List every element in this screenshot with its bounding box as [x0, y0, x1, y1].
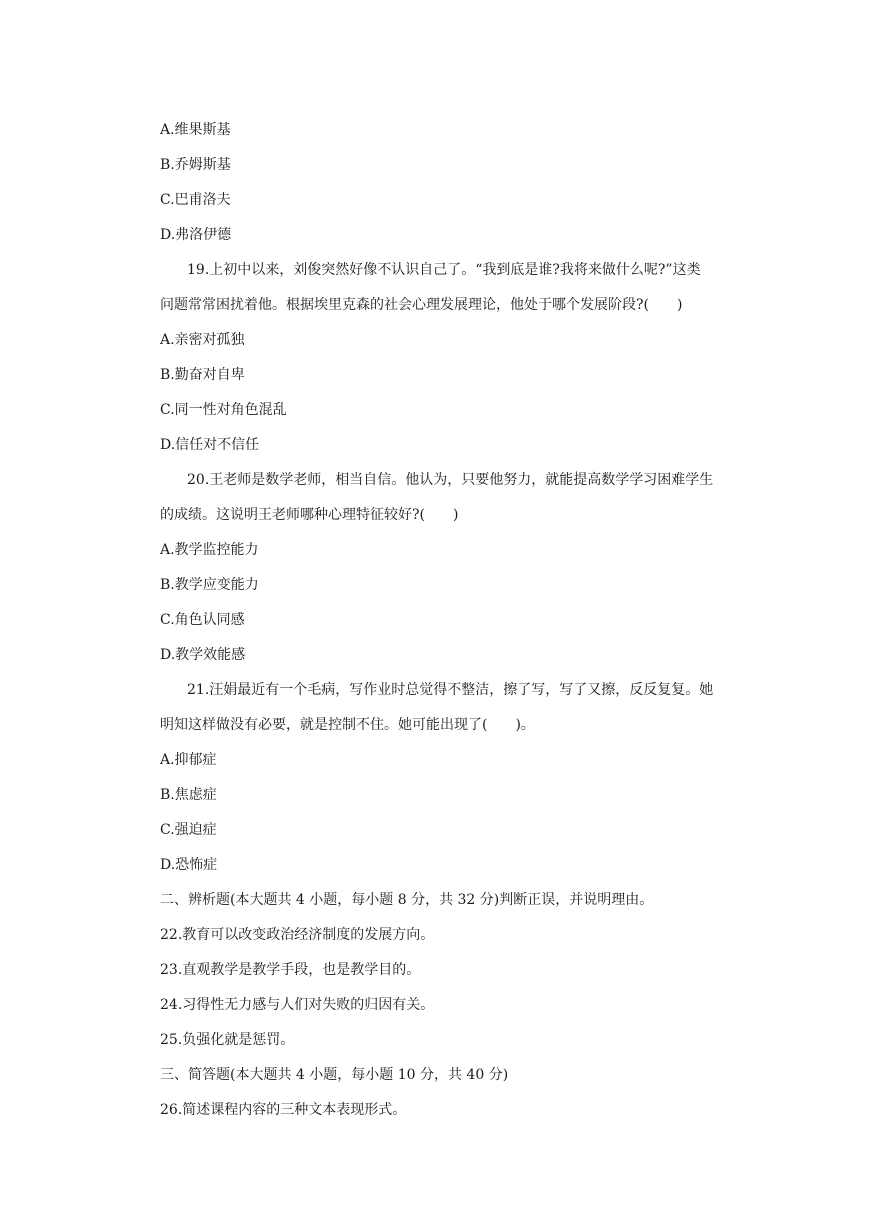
q18-option-a: A.维果斯基: [160, 122, 231, 138]
q23-text: 23.直观教学是教学手段，也是教学目的。: [160, 962, 421, 978]
q25-text: 25.负强化就是惩罚。: [160, 1032, 295, 1048]
q20-option-a: A.教学监控能力: [160, 542, 259, 558]
q18-option-b: B.乔姆斯基: [160, 157, 231, 173]
q19-option-d: D.信任对不信任: [160, 437, 260, 453]
q26-text: 26.简述课程内容的三种文本表现形式。: [160, 1102, 407, 1118]
q21-text-line1: 21.汪娟最近有一个毛病，写作业时总觉得不整洁，擦了写，写了又擦，反反复复。她: [187, 682, 714, 698]
q19-text-line2: 问题常常困扰着他。根据埃里克森的社会心理发展理论，他处于哪个发展阶段?( ): [160, 297, 683, 313]
q21-option-d: D.恐怖症: [160, 857, 218, 873]
q21-option-b: B.焦虑症: [160, 787, 217, 803]
q19-option-a: A.亲密对孤独: [160, 332, 245, 348]
q18-option-d: D.弗洛伊德: [160, 227, 232, 243]
q19-option-c: C.同一性对角色混乱: [160, 402, 287, 418]
q20-option-c: C.角色认同感: [160, 612, 245, 628]
q24-text: 24.习得性无力感与人们对失败的归因有关。: [160, 997, 435, 1013]
q19-text-line1: 19.上初中以来，刘俊突然好像不认识自己了。“我到底是谁?我将来做什么呢?”这类: [187, 262, 701, 278]
q22-text: 22.教育可以改变政治经济制度的发展方向。: [160, 927, 435, 943]
q21-option-c: C.强迫症: [160, 822, 217, 838]
q19-option-b: B.勤奋对自卑: [160, 367, 245, 383]
section-2-heading: 二、辨析题(本大题共 4 小题，每小题 8 分，共 32 分)判断正误，并说明理由。: [160, 892, 654, 908]
q20-option-d: D.教学效能感: [160, 647, 246, 663]
section-3-heading: 三、简答题(本大题共 4 小题，每小题 10 分，共 40 分): [160, 1067, 509, 1083]
q21-text-line2: 明知这样做没有必要，就是控制不住。她可能出现了( )。: [160, 717, 535, 733]
q20-option-b: B.教学应变能力: [160, 577, 259, 593]
q18-option-c: C.巴甫洛夫: [160, 192, 231, 208]
q21-option-a: A.抑郁症: [160, 752, 217, 768]
q20-text-line2: 的成绩。这说明王老师哪种心理特征较好?( ): [160, 507, 459, 523]
q20-text-line1: 20.王老师是数学老师，相当自信。他认为，只要他努力，就能提高数学学习困难学生: [187, 472, 714, 488]
